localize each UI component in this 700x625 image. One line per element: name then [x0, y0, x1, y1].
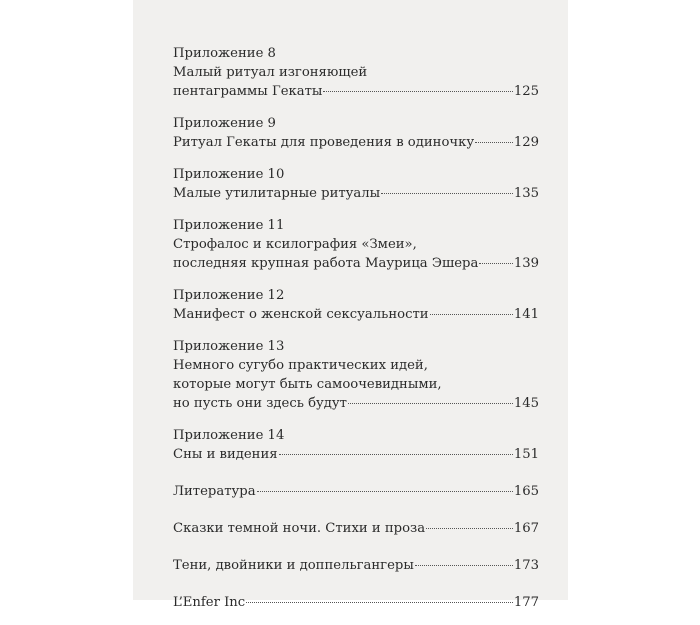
page-number: 139	[513, 256, 539, 271]
toc-entry-appendix-9	[173, 114, 539, 152]
toc-entry-shadows	[173, 556, 539, 575]
entry-title-last: но пусть они здесь будут	[173, 396, 347, 411]
book-page	[133, 0, 568, 610]
page-number: 151	[513, 447, 539, 462]
toc-entry-lenfer	[173, 593, 539, 612]
page-number: 129	[513, 135, 539, 150]
entry-heading: Приложение 13	[173, 339, 285, 354]
dot-leader	[279, 454, 513, 455]
entry-leader-line	[173, 593, 539, 612]
dot-leader	[430, 314, 513, 315]
toc-entry-tales	[173, 519, 539, 538]
entry-title-last: Тени, двойники и доппельгангеры	[173, 558, 414, 573]
page-number: 173	[513, 558, 539, 573]
entry-heading: Приложение 12	[173, 288, 285, 303]
entry-title-last: Литература	[173, 484, 256, 499]
dot-leader	[257, 491, 513, 492]
page-number: 141	[513, 307, 539, 322]
entry-leader-line	[173, 254, 539, 273]
entry-title-last: Малые утилитарные ритуалы	[173, 186, 381, 201]
toc-entry-appendix-8	[173, 44, 539, 101]
toc-entry-appendix-13	[173, 337, 539, 413]
entry-title-last: Сказки темной ночи. Стихи и проза	[173, 521, 426, 536]
entry-title-last: Сны и видения	[173, 447, 278, 462]
entry-leader-line	[173, 482, 539, 501]
entry-heading: Приложение 11	[173, 218, 285, 233]
page-number: 177	[513, 595, 539, 610]
entry-title-line: Строфалос и ксилография «Змеи»,	[173, 237, 417, 252]
page-number: 165	[513, 484, 539, 499]
dot-leader	[479, 263, 513, 264]
entry-title-line: которые могут быть самоочевидными,	[173, 377, 442, 392]
toc-entry-appendix-11	[173, 216, 539, 273]
entry-heading: Приложение 10	[173, 167, 285, 182]
entry-leader-line	[173, 184, 539, 203]
entry-leader-line	[173, 305, 539, 324]
entry-title-last: пентаграммы Гекаты	[173, 84, 323, 99]
toc-entry-appendix-14	[173, 426, 539, 464]
dot-leader	[348, 403, 513, 404]
dot-leader	[475, 142, 513, 143]
page-number: 167	[513, 521, 539, 536]
entry-leader-line	[173, 445, 539, 464]
dot-leader	[426, 528, 513, 529]
table-of-contents	[173, 44, 539, 625]
entry-leader-line	[173, 556, 539, 575]
entry-title-last: L’Enfer Inc	[173, 595, 246, 610]
page-number: 135	[513, 186, 539, 201]
entry-title-last: Манифест о женской сексуальности	[173, 307, 429, 322]
toc-entry-appendix-12	[173, 286, 539, 324]
entry-leader-line	[173, 519, 539, 538]
entry-leader-line	[173, 133, 539, 152]
entry-leader-line	[173, 82, 539, 101]
entry-heading: Приложение 9	[173, 116, 276, 131]
dot-leader	[323, 91, 512, 92]
dot-leader	[246, 602, 513, 603]
dot-leader	[415, 565, 513, 566]
page-number: 125	[513, 84, 539, 99]
entry-heading: Приложение 14	[173, 428, 285, 443]
entry-title-line: Немного сугубо практических идей,	[173, 358, 428, 373]
toc-entry-literature	[173, 482, 539, 501]
entry-title-last: Ритуал Гекаты для проведения в одиночку	[173, 135, 475, 150]
dot-leader	[381, 193, 513, 194]
entry-heading: Приложение 8	[173, 46, 276, 61]
entry-title-line: Малый ритуал изгоняющей	[173, 65, 368, 80]
entry-leader-line	[173, 394, 539, 413]
page-number: 145	[513, 396, 539, 411]
entry-title-last: последняя крупная работа Маурица Эшера	[173, 256, 479, 271]
toc-entry-appendix-10	[173, 165, 539, 203]
